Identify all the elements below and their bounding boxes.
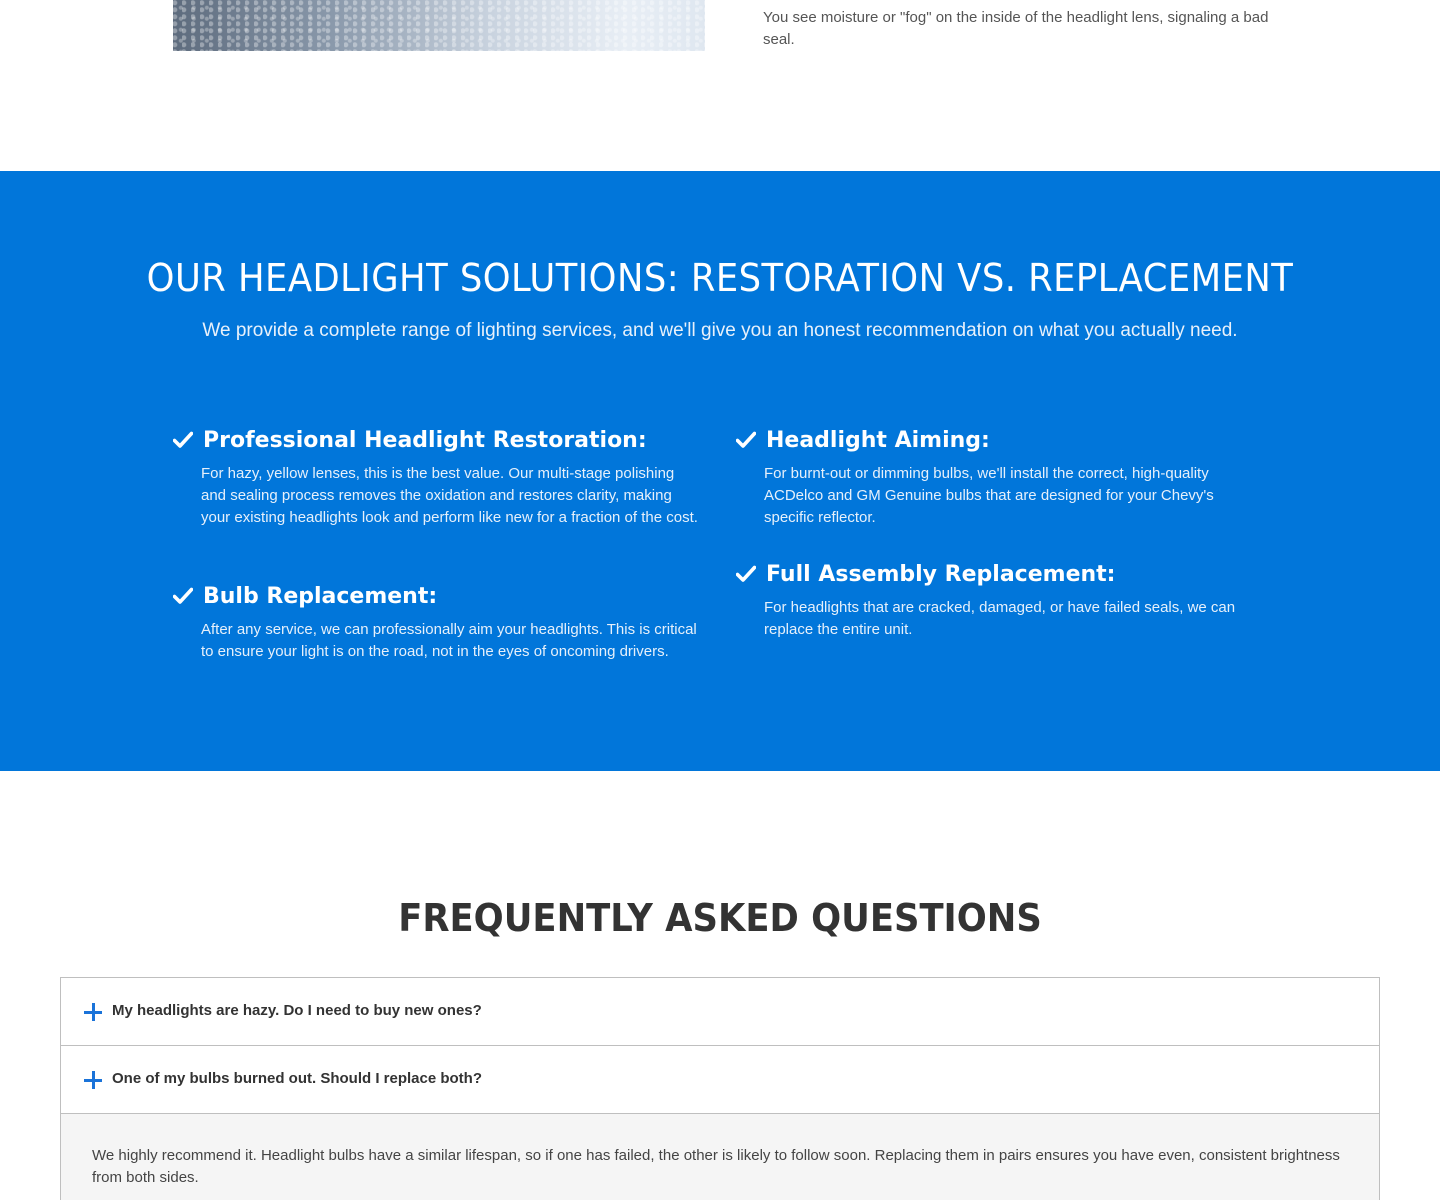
seal-issue-section — [0, 0, 1440, 171]
solution-item-restoration — [173, 426, 703, 529]
check-icon — [173, 587, 193, 605]
solution-desc: For headlights that are cracked, damaged, or have failed seals, we can replace the entire unit. — [764, 599, 1236, 638]
solutions-section — [0, 171, 1440, 771]
solutions-title: OUR HEADLIGHT SOLUTIONS: RESTORATION VS. REPLACEMENT — [146, 256, 1294, 300]
check-icon — [173, 431, 193, 449]
seal-issue-text: You see moisture or "fog" on the inside of the headlight lens, signaling a bad seal. — [763, 9, 1269, 48]
check-icon — [736, 565, 756, 583]
solution-title: Bulb Replacement: — [203, 584, 438, 609]
plus-icon[interactable] — [84, 1003, 102, 1021]
solution-item-aiming — [736, 426, 1266, 529]
faq-accordion — [60, 977, 1380, 1200]
plus-icon[interactable] — [84, 1071, 102, 1089]
faq-answer — [60, 1113, 1380, 1200]
solution-desc: For burnt-out or dimming bulbs, we'll install the correct, high-quality ACDelco and GM Genuine bulbs that are designed for your Chevy's specific reflector. — [764, 465, 1214, 526]
faq-title: FREQUENTLY ASKED QUESTIONS — [398, 896, 1042, 940]
solution-item-bulb — [173, 582, 703, 663]
faq-item-hazy[interactable] — [60, 977, 1380, 1045]
solution-desc: After any service, we can professionally aim your headlights. This is critical to ensure your light is on the road, not in the eyes of oncoming drivers. — [201, 621, 697, 660]
foggy-headlight-image — [173, 0, 705, 51]
solution-title: Full Assembly Replacement: — [766, 562, 1116, 587]
faq-answer-text: We highly recommend it. Headlight bulbs have a similar lifespan, so if one has failed, the other is likely to follow soon. Replacing them in pairs ensures you have even, consistent brightness from both sides. — [92, 1147, 1340, 1186]
solution-desc: For hazy, yellow lenses, this is the best value. Our multi-stage polishing and sealing process removes the oxidation and restores clarity, making your existing headlights look and perform like new for a fraction of the cost. — [201, 465, 698, 526]
solutions-subtitle: We provide a complete range of lighting services, and we'll give you an honest recommendation on what you actually need. — [202, 320, 1238, 341]
solution-title: Headlight Aiming: — [766, 428, 990, 453]
solution-title: Professional Headlight Restoration: — [203, 428, 647, 453]
faq-question[interactable]: One of my bulbs burned out. Should I replace both? — [112, 1070, 483, 1087]
faq-question[interactable]: My headlights are hazy. Do I need to buy new ones? — [112, 1002, 482, 1019]
solution-item-assembly — [736, 560, 1266, 641]
faq-item-bulbs[interactable] — [60, 1045, 1380, 1113]
check-icon — [736, 431, 756, 449]
